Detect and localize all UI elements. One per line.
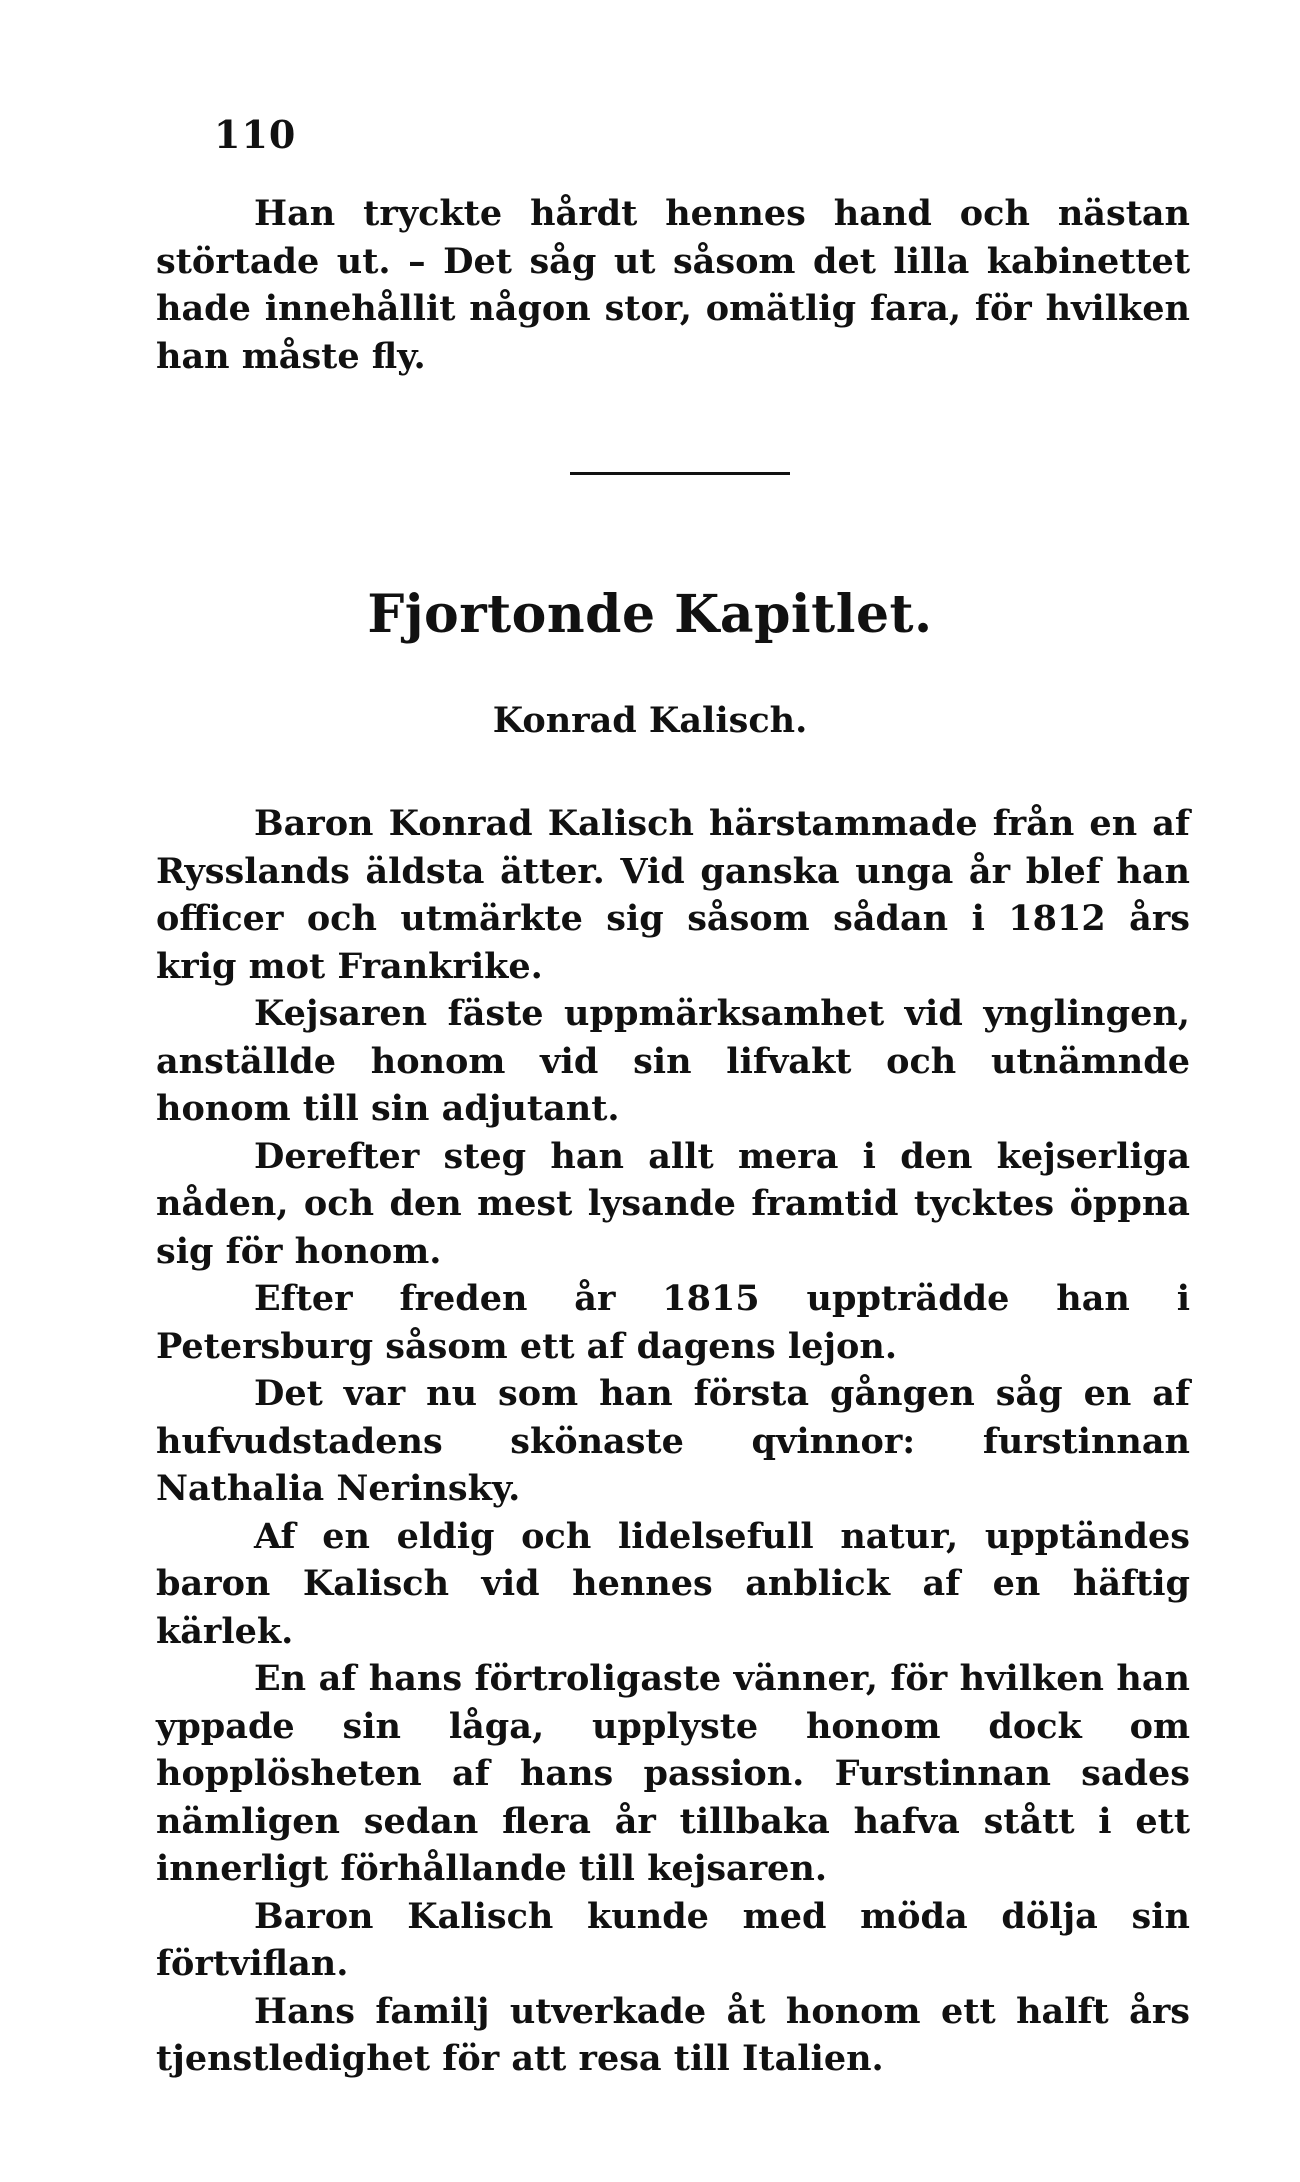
paragraph: Derefter steg han allt mera i den kejserliga nåden, och den mest lysande framtid tycktes öppna sig för honom. xyxy=(156,1135,1190,1272)
paragraph: Efter freden år 1815 uppträdde han i Petersburg såsom ett af dagens lejon. xyxy=(156,1278,1190,1367)
chapter-subtitle: Konrad Kalisch. xyxy=(492,700,808,741)
paragraph: Det var nu som han första gången såg en af hufvudstadens skönaste qvinnor: furstinnan Nathalia Nerinsky. xyxy=(156,1373,1190,1509)
page-number: 110 xyxy=(214,112,297,157)
chapter-body xyxy=(156,800,1190,2083)
paragraph: Baron Kalisch kunde med möda dölja sin förtviflan. xyxy=(156,1895,1190,1984)
opening-paragraph: Han tryckte hårdt hennes hand och nästan störtade ut. – Det såg ut såsom det lilla kabinettet hade innehållit någon stor, omätlig fara, för hvilken han måste fly. xyxy=(156,193,1190,377)
paragraph: Hans familj utverkade åt honom ett halft års tjenstledighet för att resa till Italien. xyxy=(156,1990,1190,2079)
paragraph: Af en eldig och lidelsefull natur, upptändes baron Kalisch vid hennes anblick af en häftig kärlek. xyxy=(156,1515,1190,1652)
chapter-title: Fjortonde Kapitlet. xyxy=(367,584,933,645)
paragraph: Kejsaren fäste uppmärksamhet vid ynglingen, anställde honom vid sin lifvakt och utnämnde honom till sin adjutant. xyxy=(156,993,1190,1129)
paragraph: Baron Konrad Kalisch härstammade från en af Rysslands äldsta ätter. Vid ganska unga år blef han officer och utmärkte sig såsom sådan i 1812 års krig mot Frankrike. xyxy=(156,803,1190,987)
section-divider xyxy=(570,472,790,475)
opening-text xyxy=(156,190,1190,380)
paragraph: En af hans förtroligaste vänner, för hvilken han yppade sin låga, upplyste honom dock om hopplösheten af hans passion. Furstinnan sades nämligen sedan flera år tillbaka hafva stått i ett innerligt förhållande till kejsaren. xyxy=(156,1658,1190,1889)
